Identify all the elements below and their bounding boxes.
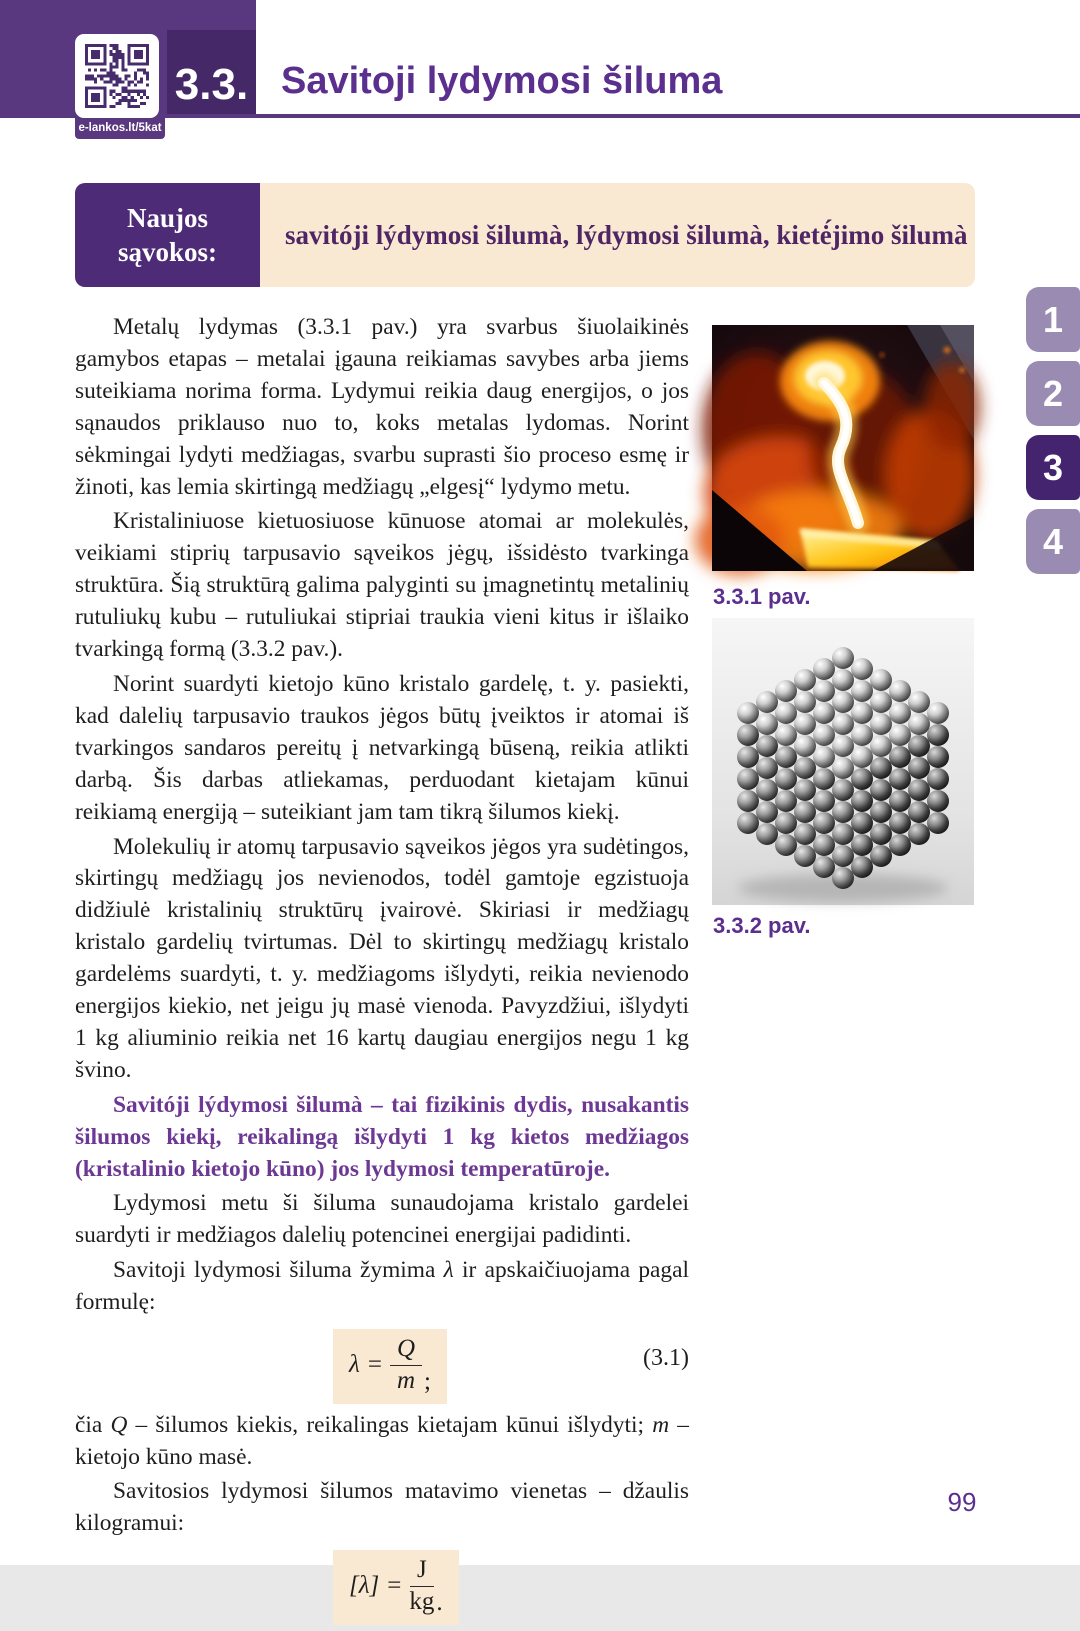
magnetic-balls-cube-photo [712,618,974,905]
definition-paragraph: Savitóji lýdymosi šilumà – tai fizikinis dydis, nusakantis šilumos kiekį, reikalingą išlydyti 1 kg kietos medžiagos (kristalinio kietojo kūno) jos lydymosi temperatūroje. [75,1091,689,1182]
paragraph-4: Molekulių ir atomų tarpusavio sąveikos jėgos yra sudėtingos, skirtingų medžiagų jos nevienodos, todėl gamtoje egzistuoja didžiulė kristalinių struktūrų įvairovė. Skiriasi ir medžiagų kristalo gardelių tvirtumas. Dėl to skirtingų medžiagų kristalo gardelėms suardyti, t. y. medžiagoms išlydyti, reikia nevienodo energijos kiekio, net jeigu jų masė vienoda. Pavyzdžiui, išlydyti 1 kg aliuminio reikia net 16 kartų daugiau energijos negu 1 kg švino. [75,833,689,1083]
molten-metal-photo [712,325,974,571]
formula-3-1-row [75,1329,689,1404]
qr-link-label[interactable]: e-lankos.lt/5kat [75,117,165,139]
paragraph-3: Norint suardyti kietojo kūno kristalo gardelę, t. y. pasiekti, kad dalelių tarpusavio traukos jėgos būtų įveiktos ir atomai iš tvarkingos sandaros pereitų į netvarkingą būseną, reikia atlikti darbą. Šis darbas atliekamas, perduodant kietajam kūnui reikiamą energiją – suteikiant jam tam tikrą šilumos kiekį. [75,670,689,825]
main-text-column [75,312,689,1631]
figure-1-caption: 3.3.1 pav. [713,584,811,609]
formula-3-1: λ = $\frac{Q}{m}$ ; [333,1329,447,1404]
page-title: Savitoji lydymosi šiluma [281,60,723,102]
side-tab-4[interactable]: 4 [1026,509,1080,574]
new-concepts-terms: savitóji lýdymosi šilumà, lýdymosi šilumà, kietė́jimo šilumà [260,183,975,287]
page-number: 99 [947,1487,977,1517]
section-number-box [167,30,256,114]
paragraph-1: Metalų lydymas (3.3.1 pav.) yra svarbus šiuolaikinės gamybos etapas – metalai įgauna reikiamas savybes arba jiems suteikiama norima forma. Lydymui reikia daug energijos, o jos sąnaudos priklauso nuo to, koks metalas lydomas. Norint sėkmingai lydyti medžiagas, svarbu suprasti šio proceso esmę ir žinoti, kas lemia skirtingą medžiagų „elgesį“ lydymo metu. [75,314,689,500]
formula-unit-row [75,1550,689,1625]
paragraph-8: čia Q – šilumos kiekis, reikalingas kietajam kūnui išlydyti; m – kietojo kūno masė. [75,1411,689,1470]
fraction: $\frac{J}{kg}$ [409,1556,435,1615]
figure-1-image [712,325,974,571]
side-tab-1[interactable]: 1 [1026,287,1080,352]
equation-number: (3.1) [643,1345,689,1372]
q-symbol: Q [110,1411,128,1438]
paragraph-6: Lydymosi metu ši šiluma sunaudojama kristalo gardelei suardyti ir medžiagos dalelių potencinei energijai padidinti. [75,1190,689,1249]
formula-unit: [λ] = $\frac{J}{kg}$ . [333,1550,459,1625]
new-concepts-label: Naujos sąvokos: [75,183,260,287]
figure-2-caption: 3.3.2 pav. [713,913,811,938]
qr-card[interactable] [75,34,159,118]
qr-code-icon [85,44,149,108]
m-symbol: m [652,1411,670,1438]
fraction: $\frac{Q}{m}$ [390,1335,422,1396]
side-tab-2[interactable]: 2 [1026,361,1080,426]
paragraph-9: Savitosios lydymosi šilumos matavimo vienetas – džaulis kilogramui: [75,1478,689,1537]
figure-2-image [712,618,974,905]
lambda-symbol: λ [443,1257,454,1284]
new-concepts-box [75,183,975,287]
paragraph-7: Savitoji lydymosi šiluma žymima λ ir apskaičiuojama pagal formulę: [75,1257,690,1316]
paragraph-2: Kristaliniuose kietuosiuose kūnuose atomai ar molekulės, veikiami stiprių tarpusavio sąveikos jėgų, išsidėsto tvarkinga struktūra. Šią struktūrą galima palyginti su įmagnetintų metalinių rutuliukų kubu – rutuliukai stipriai traukia vieni kitus ir išlaiko tvarkingą formą (3.3.2 pav.). [75,508,689,663]
side-tab-3[interactable]: 3 [1026,435,1080,500]
section-number: 3.3. [174,60,249,109]
